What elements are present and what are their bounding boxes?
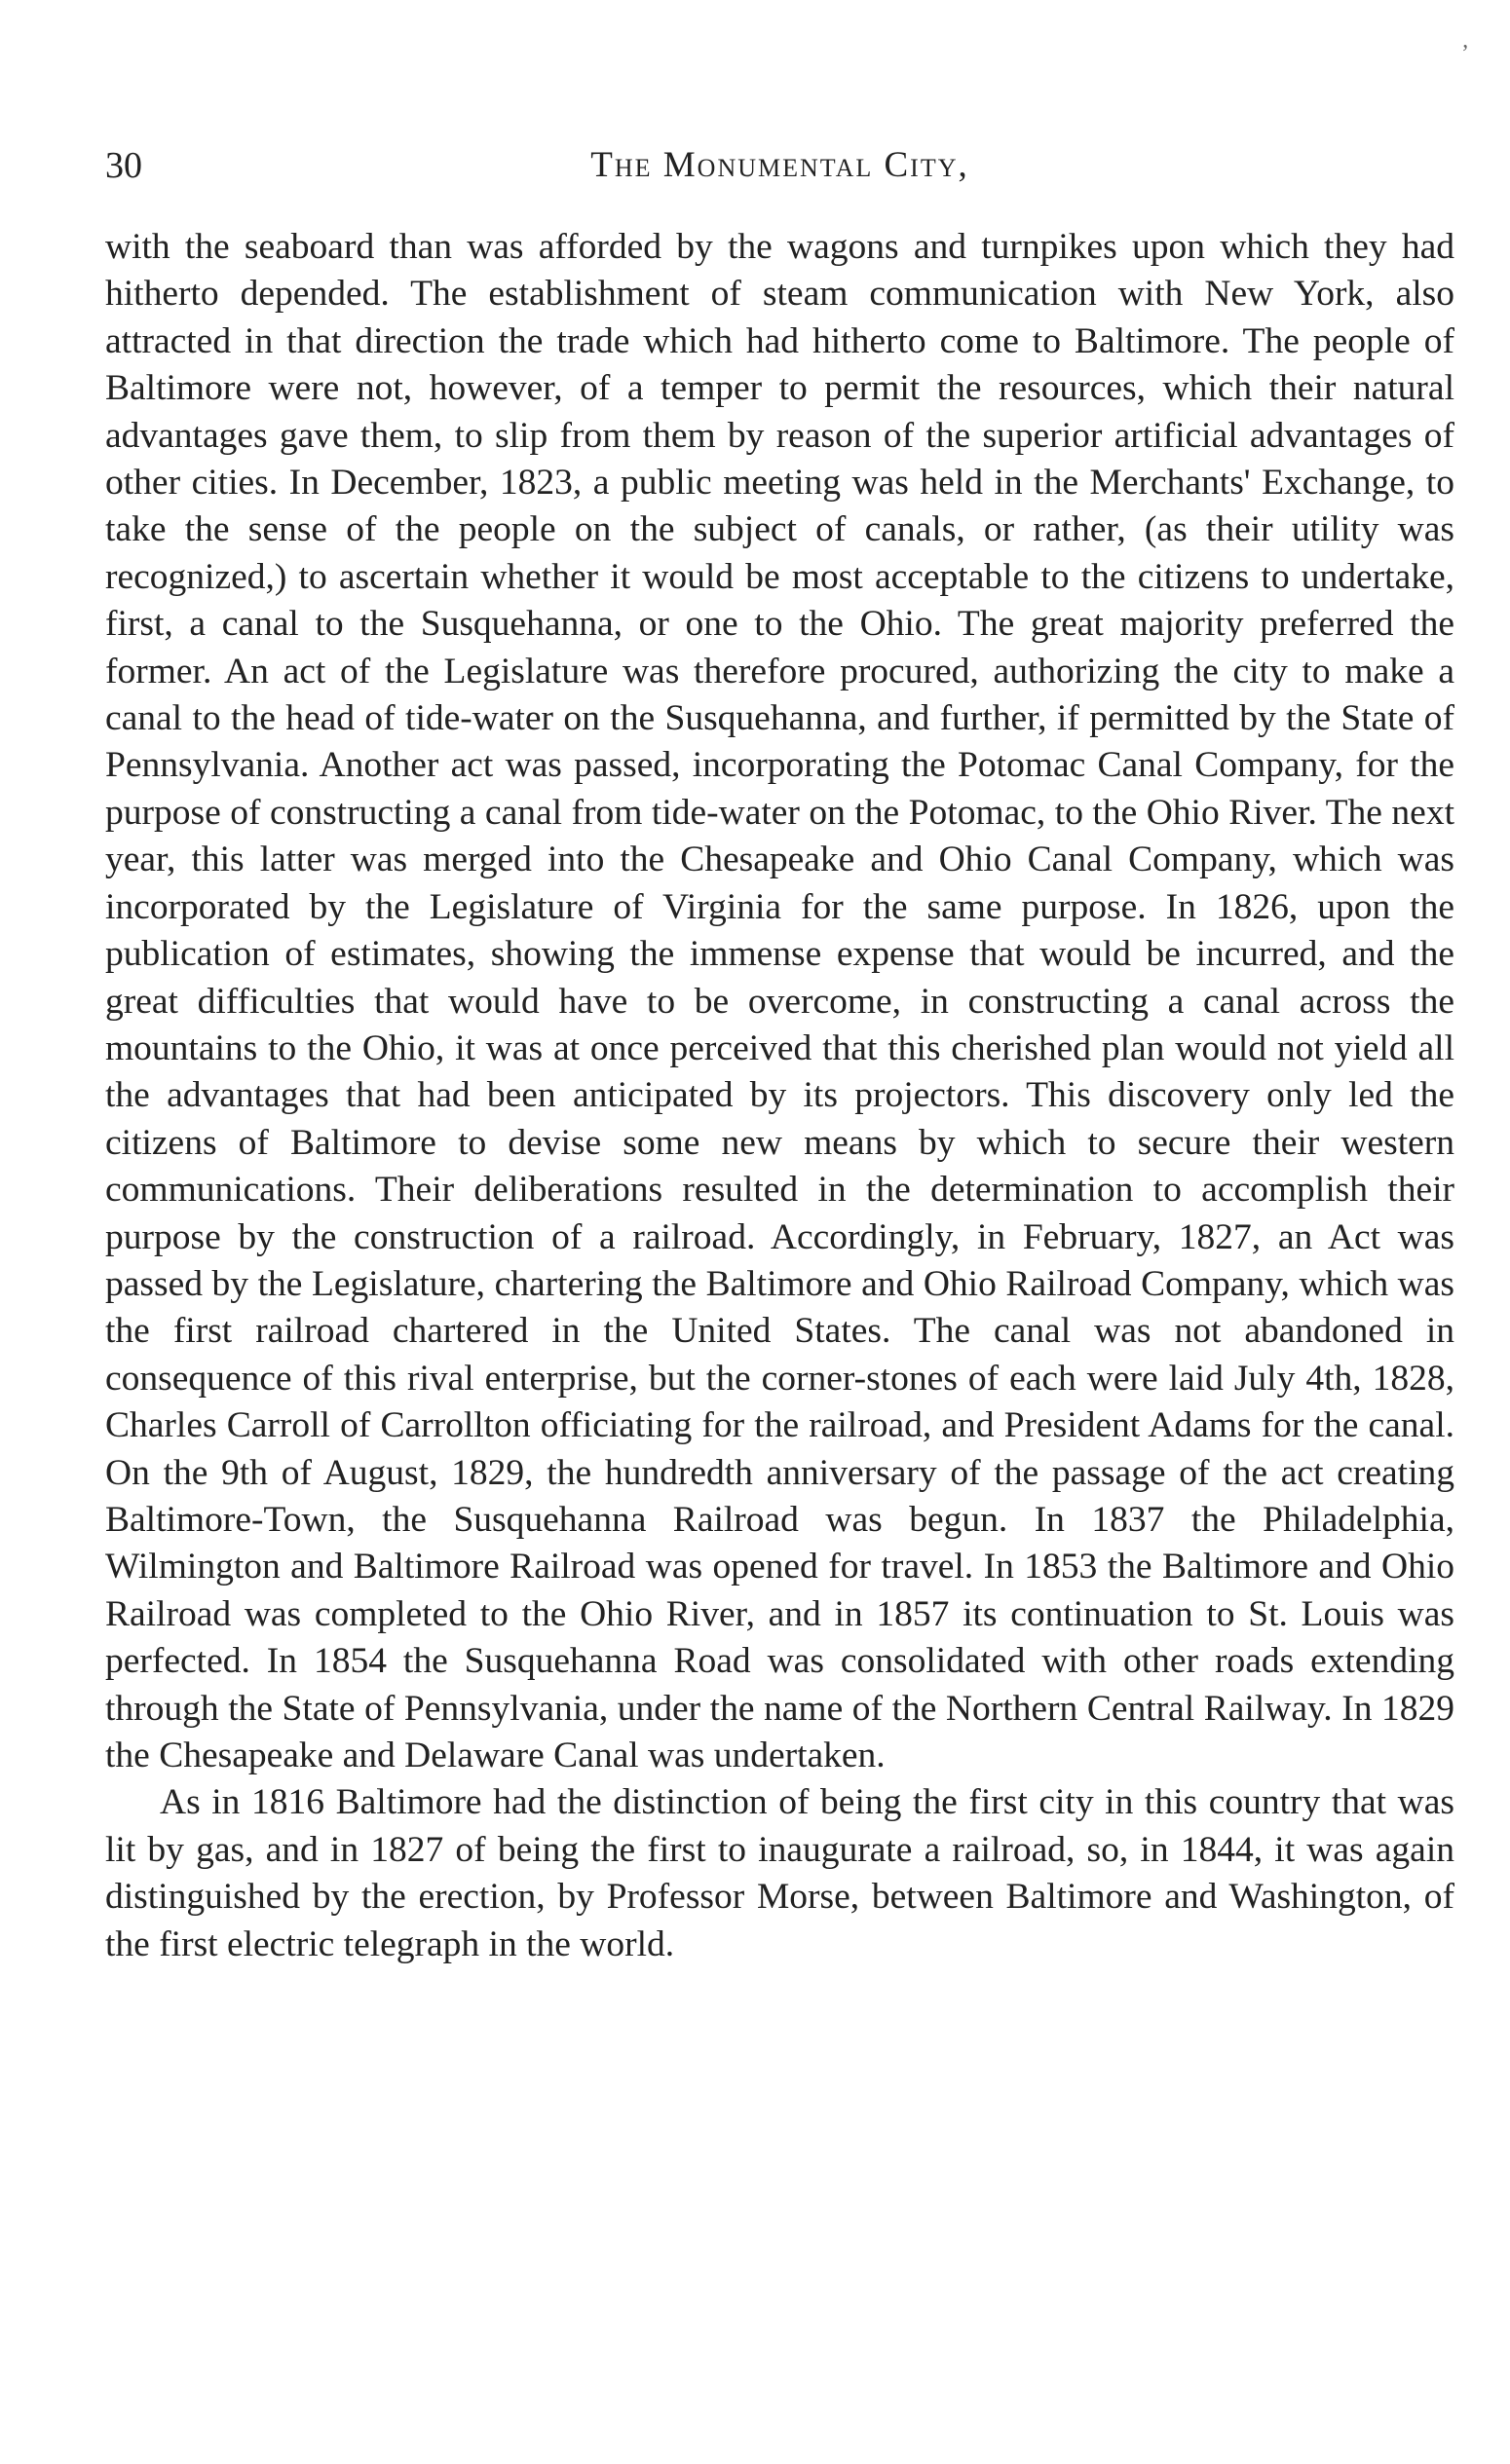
body-text (105, 224, 1454, 1968)
page-number: 30 (105, 145, 142, 186)
page-header (105, 144, 1454, 203)
running-title: The Monumental City, (590, 145, 969, 185)
margin-mark: ʼ (1461, 41, 1469, 66)
paragraph-1: with the seaboard than was afforded by the wagons and turnpikes upon which they had hitherto depended. The establishment of steam communication with New York, also attracted in that direction the trade which had hitherto come to Baltimore. The people of Baltimore were not, however, of a temper to permit the resources, which their natural advantages gave them, to slip from them by reason of the superior artificial advantages of other cities. In December, 1823, a public meeting was held in the Merchants' Exchange, to take the sense of the people on the subject of canals, or rather, (as their utility was recognized,) to ascertain whether it would be most acceptable to the citizens to undertake, first, a canal to the Susquehanna, or one to the Ohio. The great majority preferred the former. An act of the Legislature was therefore procured, authorizing the city to make a canal to the head of tide-water on the Susquehanna, and further, if permitted by the State of Pennsylvania. Another act was passed, incorporating the Potomac Canal Company, for the purpose of constructing a canal from tide-water on the Potomac, to the Ohio River. The next year, this latter was merged into the Chesapeake and Ohio Canal Company, which was incorporated by the Legislature of Virginia for the same purpose. In 1826, upon the publication of estimates, showing the immense expense that would be incurred, and the great difficulties that would have to be overcome, in constructing a canal across the mountains to the Ohio, it was at once perceived that this cherished plan would not yield all the advantages that had been anticipated by its projectors. This discovery only led the citizens of Baltimore to devise some new means by which to secure their western communications. Their deliberations resulted in the determination to accomplish their purpose by the construction of a railroad. Accordingly, in February, 1827, an Act was passed by the Legislature, chartering the Baltimore and Ohio Railroad Company, which was the first railroad chartered in the United States. The canal was not abandoned in consequence of this rival enterprise, but the corner-stones of each were laid July 4th, 1828, Charles Carroll of Carrollton officiating for the railroad, and President Adams for the canal. On the 9th of August, 1829, the hundredth anniversary of the passage of the act creating Baltimore-Town, the Susquehanna Railroad was begun. In 1837 the Philadelphia, Wilmington and Baltimore Railroad was opened for travel. In 1853 the Baltimore and Ohio Railroad was completed to the Ohio River, and in 1857 its continuation to St. Louis was perfected. In 1854 the Susquehanna Road was consolidated with other roads extending through the State of Pennsylvania, under the name of the Northern Central Railway. In 1829 the Chesapeake and Delaware Canal was undertaken. (105, 227, 1454, 1775)
paragraph-2: As in 1816 Baltimore had the distinction of being the first city in this country that was lit by gas, and in 1827 of being the first to inaugurate a railroad, so, in 1844, it was again distinguished by the erection, by Professor Morse, between Baltimore and Washington, of the first electric telegraph in the world. (105, 1782, 1454, 1964)
